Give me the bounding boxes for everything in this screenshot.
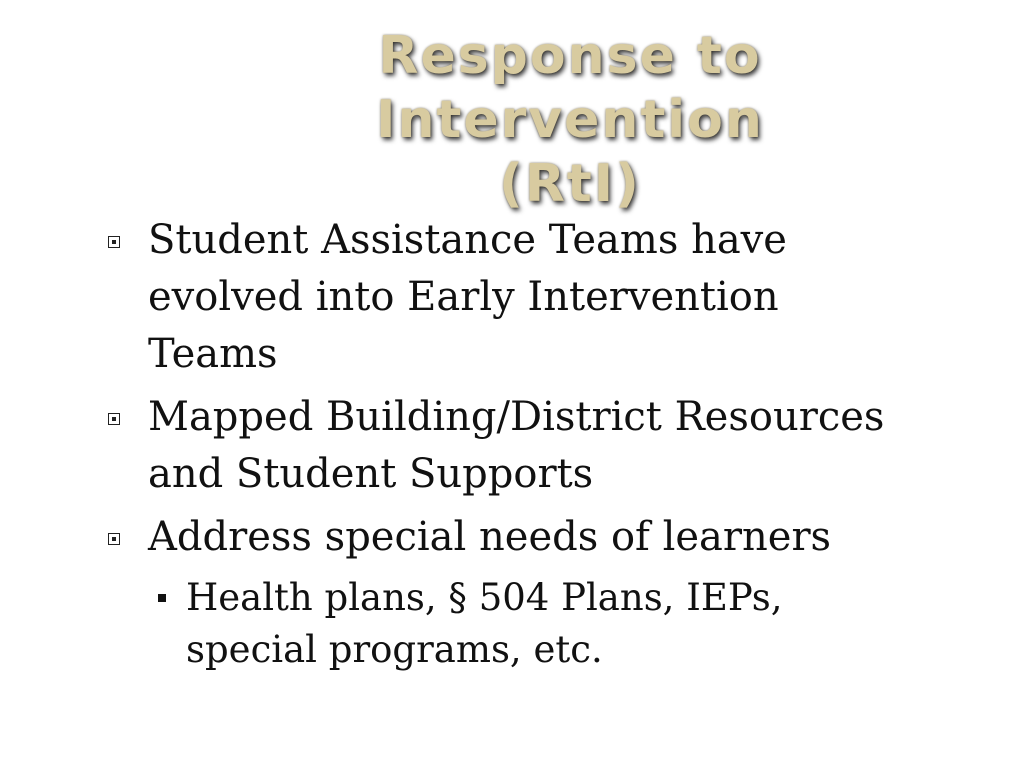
slide-title-line-1: Response to Intervention <box>376 26 764 150</box>
bullet-item <box>108 389 908 503</box>
slide-body <box>108 212 908 676</box>
bullet-text: Student Assistance Teams have evolved into Early Intervention Teams <box>148 217 787 377</box>
boxed-square-bullet-icon <box>108 236 120 248</box>
sub-bullet-item <box>148 572 908 676</box>
bullet-text: Mapped Building/District Resources and Student Supports <box>148 394 885 497</box>
slide-title <box>190 24 950 216</box>
filled-square-bullet-icon <box>158 594 166 602</box>
slide-title-line-2: (RtI) <box>499 154 641 214</box>
boxed-square-bullet-icon <box>108 413 120 425</box>
bullet-item <box>108 509 908 566</box>
boxed-square-bullet-icon <box>108 533 120 545</box>
sub-bullet-text: Health plans, § 504 Plans, IEPs, special programs, etc. <box>186 576 783 671</box>
bullet-text: Address special needs of learners <box>148 514 832 560</box>
bullet-item <box>108 212 908 383</box>
